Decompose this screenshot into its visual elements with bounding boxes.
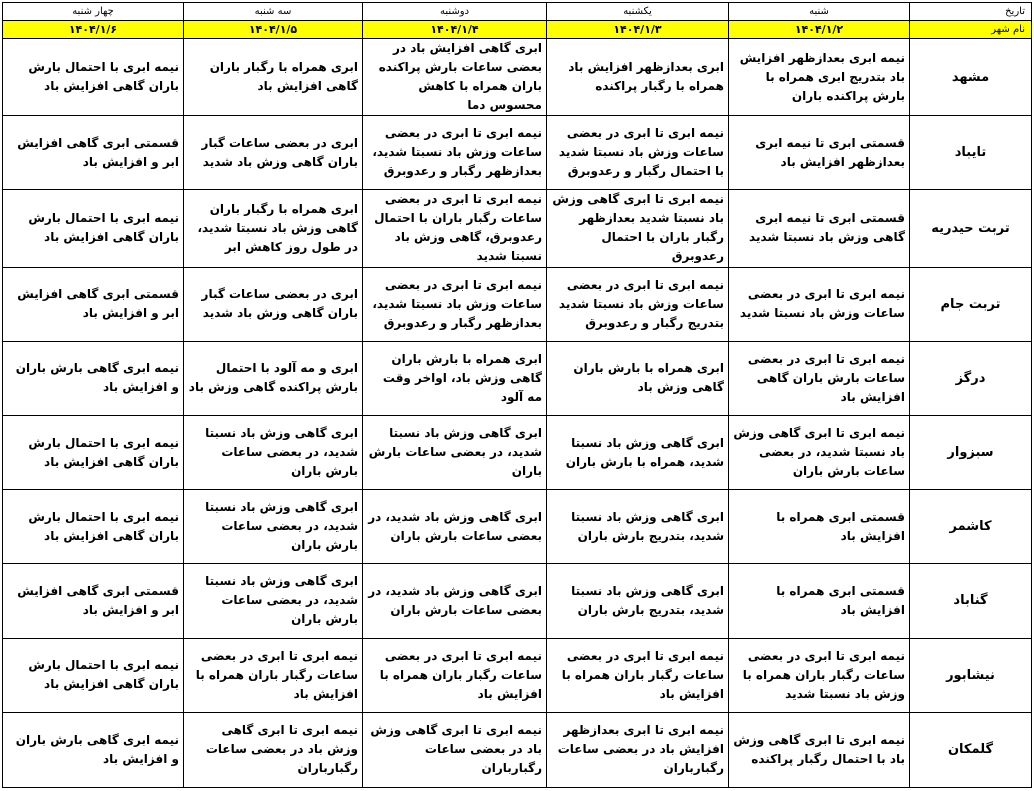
forecast-table	[2, 2, 1032, 788]
day-name: چهار شنبه	[3, 3, 184, 21]
city-corner-label: نام شهر	[910, 21, 1032, 39]
forecast-cell: نیمه ابری بعدازظهر افزایش باد بتدریج ابری همراه با بارش پراکنده باران	[729, 39, 910, 116]
forecast-cell: ابری همراه با رگبار باران گاهی افزایش باد	[184, 39, 363, 116]
forecast-cell: نیمه ابری تا ابری در بعضی ساعات بارش باران گاهی افزایش باد	[729, 341, 910, 415]
day-name: سه شنبه	[184, 3, 363, 21]
city-name: مشهد	[910, 39, 1032, 116]
forecast-cell: نیمه ابری با احتمال بارش باران گاهی افزایش باد	[3, 190, 184, 267]
day-date: ۱۴۰۴/۱/۲	[729, 21, 910, 39]
forecast-cell: نیمه ابری تا ابری در بعضی ساعات وزش باد نسبتا شدید	[729, 267, 910, 341]
table-row	[3, 490, 1032, 564]
day-date: ۱۴۰۴/۱/۵	[184, 21, 363, 39]
forecast-cell: قسمتی ابری گاهی افزایش ابر و افزایش باد	[3, 267, 184, 341]
day-name-row	[3, 3, 1032, 21]
forecast-cell: نیمه ابری تا ابری در بعضی ساعات وزش باد نسبتا شدید، بعدازظهر رگبار و رعدوبرق	[363, 116, 547, 190]
forecast-cell: نیمه ابری با احتمال بارش باران گاهی افزایش باد	[3, 415, 184, 489]
forecast-cell: قسمتی ابری گاهی افزایش ابر و افزایش باد	[3, 564, 184, 638]
day-date: ۱۴۰۴/۱/۴	[363, 21, 547, 39]
forecast-cell: ابری گاهی وزش باد نسبتا شدید، بتدریج بارش باران	[547, 490, 729, 564]
date-row	[3, 21, 1032, 39]
forecast-cell: نیمه ابری گاهی بارش باران و افزایش باد	[3, 341, 184, 415]
forecast-cell: ابری همراه با بارش باران گاهی وزش باد	[547, 341, 729, 415]
forecast-cell: قسمتی ابری همراه با افزایش باد	[729, 564, 910, 638]
forecast-cell: نیمه ابری تا ابری گاهی وزش باد در بعضی ساعات رگبارباران	[363, 712, 547, 787]
table-row	[3, 341, 1032, 415]
forecast-cell: نیمه ابری تا ابری گاهی وزش باد در بعضی ساعات رگبارباران	[184, 712, 363, 787]
forecast-sheet	[2, 2, 1031, 788]
table-row	[3, 638, 1032, 712]
forecast-cell: ابری بعدازظهر افزایش باد همراه با رگبار پراکنده	[547, 39, 729, 116]
forecast-cell: ابری در بعضی ساعات گبار باران گاهی وزش باد شدید	[184, 267, 363, 341]
day-date: ۱۴۰۴/۱/۳	[547, 21, 729, 39]
city-name: سبزوار	[910, 415, 1032, 489]
forecast-cell: نیمه ابری تا ابری در بعضی ساعات وزش باد نسبتا شدید، بعدازظهر رگبار و رعدوبرق	[363, 267, 547, 341]
city-name: گلمکان	[910, 712, 1032, 787]
day-name: یکشنبه	[547, 3, 729, 21]
forecast-cell: نیمه ابری تا ابری در بعضی ساعات رگبار باران با احتمال رعدوبرق، گاهی وزش باد نسبتا شدید	[363, 190, 547, 267]
forecast-cell: ابری گاهی وزش باد نسبتا شدید، بتدریج بارش باران	[547, 564, 729, 638]
city-name: کاشمر	[910, 490, 1032, 564]
day-name: دوشنبه	[363, 3, 547, 21]
table-row	[3, 190, 1032, 267]
table-row	[3, 116, 1032, 190]
table-row	[3, 712, 1032, 787]
city-name: درگز	[910, 341, 1032, 415]
table-row	[3, 415, 1032, 489]
table-row	[3, 564, 1032, 638]
forecast-cell: ابری گاهی افزایش باد در بعضی ساعات بارش پراکنده باران همراه با کاهش محسوس دما	[363, 39, 547, 116]
forecast-cell: نیمه ابری تا ابری در بعضی ساعات رگبار باران همراه با افزایش باد	[547, 638, 729, 712]
forecast-cell: قسمتی ابری گاهی افزایش ابر و افزایش باد	[3, 116, 184, 190]
forecast-cell: ابری گاهی وزش باد نسبتا شدید، در بعضی ساعات بارش باران	[184, 564, 363, 638]
forecast-cell: ابری گاهی وزش باد نسبتا شدید، در بعضی ساعات بارش باران	[363, 415, 547, 489]
forecast-cell: ابری گاهی وزش باد نسبتا شدید، همراه با بارش باران	[547, 415, 729, 489]
forecast-cell: نیمه ابری با احتمال بارش باران گاهی افزایش باد	[3, 490, 184, 564]
forecast-cell: ابری گاهی وزش باد نسبتا شدید، در بعضی ساعات بارش باران	[184, 490, 363, 564]
city-name: گناباد	[910, 564, 1032, 638]
city-name: نیشابور	[910, 638, 1032, 712]
forecast-cell: نیمه ابری تا ابری در بعضی ساعات وزش باد نسبتا شدید بتدریج رگبار و رعدوبرق	[547, 267, 729, 341]
forecast-cell: نیمه ابری با احتمال بارش باران گاهی افزایش باد	[3, 39, 184, 116]
forecast-cell: قسمتی ابری تا نیمه ابری بعدازظهر افزایش باد	[729, 116, 910, 190]
forecast-cell: نیمه ابری با احتمال بارش باران گاهی افزایش باد	[3, 638, 184, 712]
forecast-cell: ابری گاهی وزش باد نسبتا شدید، در بعضی ساعات بارش باران	[184, 415, 363, 489]
forecast-cell: نیمه ابری تا ابری در بعضی ساعات رگبار باران همراه با افزایش باد	[363, 638, 547, 712]
forecast-cell: ابری گاهی وزش باد شدید، در بعضی ساعات بارش باران	[363, 490, 547, 564]
day-name: شنبه	[729, 3, 910, 21]
table-row	[3, 267, 1032, 341]
forecast-cell: ابری و مه آلود با احتمال بارش پراکنده گاهی وزش باد	[184, 341, 363, 415]
table-row	[3, 39, 1032, 116]
forecast-cell: ابری همراه با رگبار باران گاهی وزش باد نسبتا شدید، در طول روز کاهش ابر	[184, 190, 363, 267]
forecast-cell: نیمه ابری تا ابری در بعضی ساعات رگبار باران همراه با افزایش باد	[184, 638, 363, 712]
day-date: ۱۴۰۴/۱/۶	[3, 21, 184, 39]
forecast-cell: قسمتی ابری همراه با افزایش باد	[729, 490, 910, 564]
city-name: تربت حیدریه	[910, 190, 1032, 267]
date-corner-label: تاریخ	[910, 3, 1032, 21]
forecast-cell: نیمه ابری تا ابری گاهی وزش باد با احتمال رگبار پراکنده	[729, 712, 910, 787]
forecast-cell: نیمه ابری تا ابری بعدازظهر افزایش باد در بعضی ساعات رگبارباران	[547, 712, 729, 787]
forecast-cell: نیمه ابری تا ابری گاهی وزش باد نسبتا شدید، در بعضی ساعات بارش باران	[729, 415, 910, 489]
forecast-cell: نیمه ابری گاهی بارش باران و افزایش باد	[3, 712, 184, 787]
forecast-cell: نیمه ابری تا ابری در بعضی ساعات وزش باد نسبتا شدید با احتمال رگبار و رعدوبرق	[547, 116, 729, 190]
forecast-cell: ابری همراه با بارش باران گاهی وزش باد، اواخر وقت مه آلود	[363, 341, 547, 415]
forecast-cell: نیمه ابری تا ابری گاهی وزش باد نسبتا شدید بعدازظهر رگبار باران با احتمال رعدوبرق	[547, 190, 729, 267]
city-name: تایباد	[910, 116, 1032, 190]
forecast-cell: ابری در بعضی ساعات گبار باران گاهی وزش باد شدید	[184, 116, 363, 190]
forecast-cell: نیمه ابری تا ابری در بعضی ساعات رگبار باران همراه با وزش باد نسبتا شدید	[729, 638, 910, 712]
city-name: تربت جام	[910, 267, 1032, 341]
forecast-cell: قسمتی ابری تا نیمه ابری گاهی وزش باد نسبتا شدید	[729, 190, 910, 267]
forecast-cell: ابری گاهی وزش باد شدید، در بعضی ساعات بارش باران	[363, 564, 547, 638]
